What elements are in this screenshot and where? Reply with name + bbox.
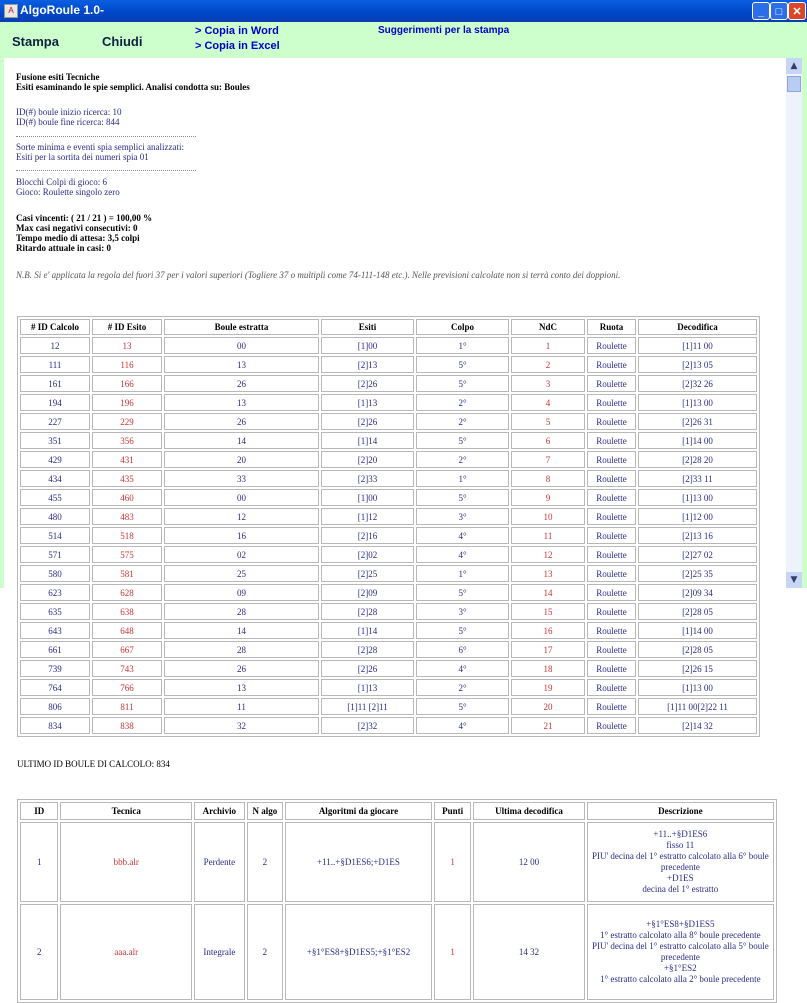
cell-ruota: Roulette <box>587 622 636 639</box>
cell-boule-estratta: 28 <box>164 603 319 620</box>
cell-ruota: Roulette <box>587 451 636 468</box>
cell-ruota: Roulette <box>587 394 636 411</box>
cell-esiti: [1]00 <box>321 337 414 354</box>
cell-decodifica: [1]14 00 <box>638 622 757 639</box>
cell-decodifica: [2]13 16 <box>638 527 757 544</box>
scroll-up-icon[interactable]: ▲ <box>786 58 802 74</box>
cell-esiti: [1]14 <box>321 622 414 639</box>
suggerimenti-link[interactable]: Suggerimenti per la stampa <box>378 25 510 36</box>
title-bar <box>0 0 807 22</box>
header-decodifica: Decodifica <box>638 319 757 335</box>
cell-id-calcolo: 571 <box>20 546 90 563</box>
cell-decodifica: [2]33 11 <box>638 470 757 487</box>
cell-ndc: 12 <box>511 546 585 563</box>
cell-id-esito: 116 <box>92 356 162 373</box>
table-row <box>20 622 757 639</box>
description-line: decina del 1° estratto <box>642 884 719 894</box>
minimize-button[interactable]: _ <box>752 2 770 20</box>
cell-decodifica: [1]11 00[2]22 11 <box>638 698 757 715</box>
tech-row <box>20 904 774 1000</box>
vertical-scrollbar[interactable] <box>786 58 802 588</box>
cell-esiti: [1]13 <box>321 394 414 411</box>
tech-cell-algoritmi: +§1°ES8+§D1ES5;+§1°ES2 <box>285 904 432 1000</box>
description-line: fisso 11 <box>666 840 695 850</box>
tech-cell-tecnica: aaa.alr <box>60 904 192 1000</box>
cell-decodifica: [2]13 05 <box>638 356 757 373</box>
casi-vincenti: Casi vincenti: ( 21 / 21 ) = 100,00 % <box>16 213 153 223</box>
cell-esiti: [2]20 <box>321 451 414 468</box>
header-boule-estratta: Boule estratta <box>164 319 319 335</box>
cell-ruota: Roulette <box>587 375 636 392</box>
header-esiti: Esiti <box>321 319 414 335</box>
cell-id-calcolo: 643 <box>20 622 90 639</box>
app-icon: A <box>4 4 18 18</box>
table-row <box>20 508 757 525</box>
cell-ruota: Roulette <box>587 641 636 658</box>
cell-decodifica: [1]13 00 <box>638 679 757 696</box>
tech-cell-ultima: 14 32 <box>473 904 584 1000</box>
cell-colpo: 2° <box>416 394 509 411</box>
cell-boule-estratta: 16 <box>164 527 319 544</box>
cell-id-esito: 638 <box>92 603 162 620</box>
divider <box>16 136 196 137</box>
cell-ndc: 9 <box>511 489 585 506</box>
cell-esiti: [2]13 <box>321 356 414 373</box>
cell-id-esito: 743 <box>92 660 162 677</box>
cell-esiti: [2]33 <box>321 470 414 487</box>
cell-decodifica: [2]26 15 <box>638 660 757 677</box>
tech-cell-punti: 1 <box>434 822 471 902</box>
cell-ndc: 17 <box>511 641 585 658</box>
cell-ndc: 16 <box>511 622 585 639</box>
cell-id-esito: 518 <box>92 527 162 544</box>
cell-decodifica: [2]14 32 <box>638 717 757 734</box>
cell-ndc: 21 <box>511 717 585 734</box>
cell-boule-estratta: 00 <box>164 337 319 354</box>
cell-id-esito: 581 <box>92 565 162 582</box>
cell-ndc: 11 <box>511 527 585 544</box>
cell-esiti: [1]13 <box>321 679 414 696</box>
cell-id-calcolo: 834 <box>20 717 90 734</box>
cell-id-calcolo: 455 <box>20 489 90 506</box>
cell-id-esito: 431 <box>92 451 162 468</box>
cell-colpo: 5° <box>416 489 509 506</box>
cell-boule-estratta: 11 <box>164 698 319 715</box>
scroll-thumb[interactable] <box>787 76 801 92</box>
max-negativi: Max casi negativi consecutivi: 0 <box>16 223 138 233</box>
tech-header-descrizione: Descrizione <box>587 802 774 820</box>
cell-ndc: 7 <box>511 451 585 468</box>
cell-ruota: Roulette <box>587 489 636 506</box>
cell-id-esito: 648 <box>92 622 162 639</box>
cell-decodifica: [1]13 00 <box>638 394 757 411</box>
cell-ruota: Roulette <box>587 584 636 601</box>
stampa-button[interactable]: Stampa <box>12 34 59 49</box>
cell-decodifica: [2]09 34 <box>638 584 757 601</box>
cell-ndc: 18 <box>511 660 585 677</box>
cell-ndc: 20 <box>511 698 585 715</box>
copia-excel-link[interactable]: > Copia in Excel <box>195 40 280 52</box>
cell-boule-estratta: 26 <box>164 375 319 392</box>
cell-boule-estratta: 02 <box>164 546 319 563</box>
cell-boule-estratta: 26 <box>164 660 319 677</box>
cell-id-esito: 356 <box>92 432 162 449</box>
cell-ndc: 1 <box>511 337 585 354</box>
cell-id-calcolo: 480 <box>20 508 90 525</box>
cell-boule-estratta: 20 <box>164 451 319 468</box>
cell-id-esito: 811 <box>92 698 162 715</box>
cell-ruota: Roulette <box>587 603 636 620</box>
cell-ndc: 19 <box>511 679 585 696</box>
report-title: Fusione esiti Tecniche <box>16 72 100 82</box>
tech-header-id: ID <box>20 802 58 820</box>
header-ndc: NdC <box>511 319 585 335</box>
cell-colpo: 5° <box>416 622 509 639</box>
cell-colpo: 4° <box>416 527 509 544</box>
table-row <box>20 470 757 487</box>
table-row <box>20 337 757 354</box>
cell-colpo: 1° <box>416 337 509 354</box>
cell-ndc: 3 <box>511 375 585 392</box>
divider <box>16 170 196 171</box>
tech-header-archivio: Archivio <box>194 802 245 820</box>
cell-ndc: 5 <box>511 413 585 430</box>
cell-colpo: 2° <box>416 679 509 696</box>
cell-ruota: Roulette <box>587 413 636 430</box>
cell-boule-estratta: 25 <box>164 565 319 582</box>
cell-colpo: 2° <box>416 451 509 468</box>
cell-ndc: 10 <box>511 508 585 525</box>
cell-ndc: 13 <box>511 565 585 582</box>
cell-id-calcolo: 661 <box>20 641 90 658</box>
cell-boule-estratta: 09 <box>164 584 319 601</box>
cell-id-esito: 166 <box>92 375 162 392</box>
tech-header-row <box>20 802 774 820</box>
cell-id-calcolo: 580 <box>20 565 90 582</box>
window-title: AlgoRoule 1.0- <box>20 3 105 17</box>
cell-ruota: Roulette <box>587 508 636 525</box>
cell-ruota: Roulette <box>587 546 636 563</box>
cell-decodifica: [1]12 00 <box>638 508 757 525</box>
table-row <box>20 432 757 449</box>
cell-boule-estratta: 14 <box>164 432 319 449</box>
cell-colpo: 6° <box>416 641 509 658</box>
table-row <box>20 375 757 392</box>
tech-cell-n-algo: 2 <box>247 822 283 902</box>
cell-id-calcolo: 161 <box>20 375 90 392</box>
tech-cell-punti: 1 <box>434 904 471 1000</box>
cell-decodifica: [2]28 20 <box>638 451 757 468</box>
tech-cell-n-algo: 2 <box>247 904 283 1000</box>
cell-boule-estratta: 14 <box>164 622 319 639</box>
cell-boule-estratta: 13 <box>164 679 319 696</box>
cell-decodifica: [1]11 00 <box>638 337 757 354</box>
table-row <box>20 584 757 601</box>
description-line: +§1°ES8+§D1ES5 <box>646 919 715 929</box>
cell-colpo: 5° <box>416 375 509 392</box>
cell-ndc: 6 <box>511 432 585 449</box>
maximize-button[interactable]: □ <box>770 2 788 20</box>
blocchi-text: Blocchi Colpi di gioco: 6 <box>16 177 107 187</box>
cell-id-calcolo: 111 <box>20 356 90 373</box>
table-row <box>20 451 757 468</box>
cell-id-esito: 196 <box>92 394 162 411</box>
tech-cell-algoritmi: +11..+§D1ES6;+D1ES <box>285 822 432 902</box>
cell-ruota: Roulette <box>587 337 636 354</box>
cell-id-calcolo: 635 <box>20 603 90 620</box>
tech-cell-descrizione <box>587 822 774 902</box>
cell-decodifica: [2]25 35 <box>638 565 757 582</box>
cell-boule-estratta: 00 <box>164 489 319 506</box>
cell-boule-estratta: 33 <box>164 470 319 487</box>
cell-decodifica: [1]13 00 <box>638 489 757 506</box>
cell-ruota: Roulette <box>587 470 636 487</box>
description-line: +§1°ES2 <box>663 963 697 973</box>
cell-esiti: [1]14 <box>321 432 414 449</box>
scroll-down-icon[interactable]: ▼ <box>786 572 802 588</box>
cell-esiti: [1]11 [2]11 <box>321 698 414 715</box>
description-line: PIU' decina del 1° estratto calcolato alla 5° boule precedente <box>591 941 769 962</box>
cell-ruota: Roulette <box>587 565 636 582</box>
table-row <box>20 717 757 734</box>
cell-boule-estratta: 13 <box>164 356 319 373</box>
cell-ruota: Roulette <box>587 356 636 373</box>
tech-cell-tecnica: bbb.alr <box>60 822 192 902</box>
cell-id-esito: 229 <box>92 413 162 430</box>
tech-cell-archivio: Perdente <box>194 822 245 902</box>
description-line: 1° estratto calcolato alla 2° boule precedente <box>600 974 761 984</box>
frame-right <box>802 58 807 588</box>
cell-id-esito: 838 <box>92 717 162 734</box>
header-ruota: Ruota <box>587 319 636 335</box>
cell-decodifica: [2]32 26 <box>638 375 757 392</box>
chiudi-button[interactable]: Chiudi <box>102 34 143 49</box>
tech-header-punti: Punti <box>434 802 471 820</box>
cell-id-esito: 667 <box>92 641 162 658</box>
cell-id-esito: 628 <box>92 584 162 601</box>
cell-ruota: Roulette <box>587 432 636 449</box>
cell-decodifica: [2]26 31 <box>638 413 757 430</box>
description-line: PIU' decina del 1° estratto calcolato alla 6° boule precedente <box>591 851 769 872</box>
cell-colpo: 5° <box>416 584 509 601</box>
cell-colpo: 4° <box>416 717 509 734</box>
tempo-medio: Tempo medio di attesa: 3,5 colpi <box>16 233 140 243</box>
description-line: +D1ES <box>667 873 694 883</box>
header-id-calcolo: # ID Calcolo <box>20 319 90 335</box>
report-subtitle: Esiti esaminando le spie semplici. Analisi condotta su: Boules <box>16 82 250 92</box>
table-row <box>20 660 757 677</box>
table-row <box>20 641 757 658</box>
cell-colpo: 5° <box>416 432 509 449</box>
description-line: 1° estratto calcolato alla 8° boule precedente <box>600 930 761 940</box>
cell-boule-estratta: 28 <box>164 641 319 658</box>
table-row <box>20 698 757 715</box>
cell-colpo: 2° <box>416 413 509 430</box>
tech-cell-id: 2 <box>20 904 58 1000</box>
close-button[interactable]: ✕ <box>788 2 806 20</box>
cell-colpo: 3° <box>416 603 509 620</box>
cell-ruota: Roulette <box>587 679 636 696</box>
cell-esiti: [2]28 <box>321 603 414 620</box>
cell-decodifica: [2]28 05 <box>638 641 757 658</box>
cell-ndc: 2 <box>511 356 585 373</box>
cell-boule-estratta: 13 <box>164 394 319 411</box>
id-start: ID(#) boule inizio ricerca: 10 <box>16 107 122 117</box>
cell-esiti: [2]32 <box>321 717 414 734</box>
cell-id-calcolo: 429 <box>20 451 90 468</box>
cell-colpo: 3° <box>416 508 509 525</box>
table-row <box>20 394 757 411</box>
ritardo-attuale: Ritardo attuale in casi: 0 <box>16 243 111 253</box>
cell-decodifica: [2]28 05 <box>638 603 757 620</box>
cell-ruota: Roulette <box>587 527 636 544</box>
id-end: ID(#) boule fine ricerca: 844 <box>16 117 120 127</box>
cell-esiti: [2]16 <box>321 527 414 544</box>
technique-table <box>17 799 777 1003</box>
table-row <box>20 489 757 506</box>
cell-boule-estratta: 12 <box>164 508 319 525</box>
cell-id-calcolo: 12 <box>20 337 90 354</box>
cell-id-esito: 483 <box>92 508 162 525</box>
tech-header-n-algo: N algo <box>247 802 283 820</box>
cell-boule-estratta: 32 <box>164 717 319 734</box>
cell-decodifica: [1]14 00 <box>638 432 757 449</box>
table-row <box>20 679 757 696</box>
table-row <box>20 527 757 544</box>
cell-boule-estratta: 26 <box>164 413 319 430</box>
cell-colpo: 1° <box>416 470 509 487</box>
cell-id-esito: 13 <box>92 337 162 354</box>
gioco-text: Gioco: Roulette singolo zero <box>16 187 120 197</box>
table-row <box>20 565 757 582</box>
sorte-text: Sorte minima e eventi spia semplici analizzati: <box>16 142 184 152</box>
header-colpo: Colpo <box>416 319 509 335</box>
cell-esiti: [2]26 <box>321 375 414 392</box>
cell-esiti: [1]00 <box>321 489 414 506</box>
cell-esiti: [2]26 <box>321 413 414 430</box>
cell-ndc: 4 <box>511 394 585 411</box>
cell-id-esito: 460 <box>92 489 162 506</box>
tech-cell-descrizione <box>587 904 774 1000</box>
cell-colpo: 4° <box>416 660 509 677</box>
cell-colpo: 5° <box>416 698 509 715</box>
cell-id-calcolo: 739 <box>20 660 90 677</box>
cell-id-esito: 766 <box>92 679 162 696</box>
cell-ruota: Roulette <box>587 660 636 677</box>
cell-id-calcolo: 227 <box>20 413 90 430</box>
esiti-spia-text: Esiti per la sortita dei numeri spia 01 <box>16 152 149 162</box>
tech-header-algoritmi: Algoritmi da giocare <box>285 802 432 820</box>
cell-id-esito: 575 <box>92 546 162 563</box>
description-line: +11..+§D1ES6 <box>653 829 708 839</box>
table-row <box>20 603 757 620</box>
tech-cell-archivio: Integrale <box>194 904 245 1000</box>
nota-text: N.B. Si e' applicata la regola del fuori 37 per i valori superiori (Togliere 37 o multipli come 74-111-148 etc.). Nelle previsioni calcolate non si terrà conto dei doppioni. <box>16 270 621 280</box>
cell-ruota: Roulette <box>587 698 636 715</box>
cell-colpo: 4° <box>416 546 509 563</box>
table-row <box>20 413 757 430</box>
cell-colpo: 5° <box>416 356 509 373</box>
table-header-row <box>20 319 757 335</box>
cell-id-calcolo: 434 <box>20 470 90 487</box>
cell-id-calcolo: 194 <box>20 394 90 411</box>
cell-colpo: 1° <box>416 565 509 582</box>
cell-esiti: [2]26 <box>321 660 414 677</box>
results-table <box>17 316 760 737</box>
cell-id-calcolo: 623 <box>20 584 90 601</box>
cell-esiti: [2]25 <box>321 565 414 582</box>
tech-cell-id: 1 <box>20 822 58 902</box>
tech-header-tecnica: Tecnica <box>60 802 192 820</box>
header-id-esito: # ID Esito <box>92 319 162 335</box>
cell-ndc: 14 <box>511 584 585 601</box>
cell-ndc: 8 <box>511 470 585 487</box>
tech-header-ultima-decodifica: Ultima decodifica <box>473 802 584 820</box>
tech-row <box>20 822 774 902</box>
cell-ruota: Roulette <box>587 717 636 734</box>
cell-id-calcolo: 806 <box>20 698 90 715</box>
table-row <box>20 356 757 373</box>
table-row <box>20 546 757 563</box>
cell-esiti: [2]28 <box>321 641 414 658</box>
toolbar <box>0 22 807 58</box>
cell-id-calcolo: 351 <box>20 432 90 449</box>
cell-esiti: [2]02 <box>321 546 414 563</box>
cell-id-calcolo: 514 <box>20 527 90 544</box>
cell-esiti: [2]09 <box>321 584 414 601</box>
ultimo-id-text: ULTIMO ID BOULE DI CALCOLO: 834 <box>17 759 170 769</box>
cell-decodifica: [2]27 02 <box>638 546 757 563</box>
cell-id-calcolo: 764 <box>20 679 90 696</box>
cell-ndc: 15 <box>511 603 585 620</box>
cell-id-esito: 435 <box>92 470 162 487</box>
copia-word-link[interactable]: > Copia in Word <box>195 25 279 37</box>
tech-cell-ultima: 12 00 <box>473 822 584 902</box>
cell-esiti: [1]12 <box>321 508 414 525</box>
